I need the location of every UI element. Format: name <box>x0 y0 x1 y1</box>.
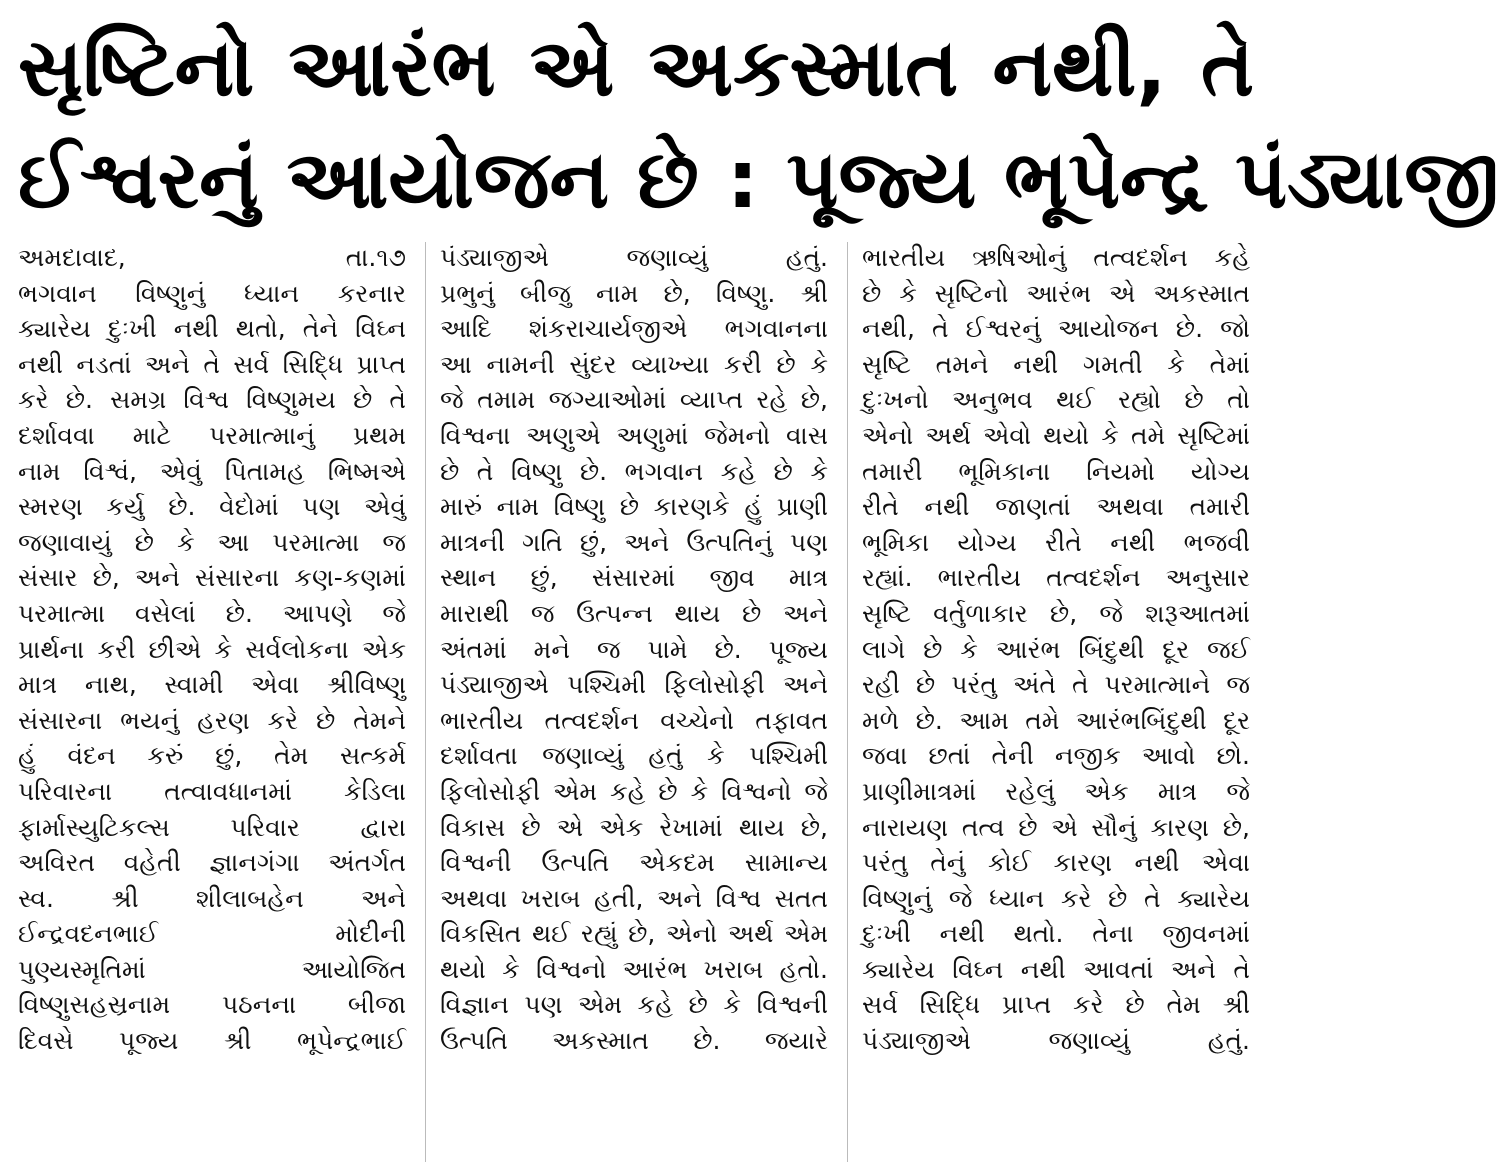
article-text-line: નામ વિશ્વં, એવું પિતામહ ભિષ્મએ <box>18 456 406 486</box>
column-divider <box>847 242 848 1162</box>
article-text-line: હું વંદન કરું છું, તેમ સત્કર્મ <box>18 741 406 771</box>
article-column-1 <box>18 240 406 1059</box>
article-text-line: નથી, તે ઈશ્વરનું આયોજન છે. જો <box>862 314 1250 344</box>
article-text-line: રીતે નથી જાણતાં અથવા તમારી <box>862 492 1250 522</box>
article-text-line: આદિ શંકરાચાર્યજીએ ભગવાનના <box>440 314 828 344</box>
article-text-line: અમદાવાદ, તા.૧૭ <box>18 243 406 272</box>
article-text-line: ઉત્પતિ અકસ્માત છે. જયારે <box>440 1026 828 1056</box>
article-text-line: રહી છે પરંતુ અંતે તે પરમાત્માને જ <box>862 670 1250 700</box>
article-text-line: જે તમામ જગ્યાઓમાં વ્યાપ્ત રહે છે, <box>440 385 828 415</box>
article-text-line: સૃષ્ટિ તમને નથી ગમતી કે તેમાં <box>862 349 1250 379</box>
article-text-line: અવિરત વહેતી જ્ઞાનગંગા અંતર્ગત <box>18 848 406 878</box>
article-text-line: નારાયણ તત્વ છે એ સૌનું કારણ છે, <box>862 812 1250 842</box>
article-text-line: સ્મરણ કર્યુ છે. વેદોમાં પણ એવું <box>18 492 406 522</box>
article-text-line: અથવા ખરાબ હતી, અને વિશ્વ સતત <box>440 883 828 913</box>
column-divider <box>425 242 426 1162</box>
article-text-line: છે તે વિષ્ણુ છે. ભગવાન કહે છે કે <box>440 456 828 486</box>
article-text-line: સ્થાન છું, સંસારમાં જીવ માત્ર <box>440 563 828 593</box>
article-text-line: દિવસે પૂજ્ય શ્રી ભૂપેન્દ્રભાઈ <box>18 1026 406 1056</box>
article-text-line: મળે છે. આમ તમે આરંભબિંદુથી દૂર <box>862 705 1250 735</box>
article-text-line: ઈન્દ્રવદનભાઈ મોદીની <box>18 919 406 949</box>
article-text-line: દુઃખી નથી થતો. તેના જીવનમાં <box>862 919 1250 949</box>
article-text-line: મારું નામ વિષ્ણુ છે કારણકે હું પ્રાણી <box>440 492 828 522</box>
article-text-line: વિકસિત થઈ રહ્યું છે, એનો અર્થ એમ <box>440 919 828 949</box>
article-text-line: દર્શાવવા માટે પરમાત્માનું પ્રથમ <box>18 420 406 450</box>
article-text-line: નથી નડતાં અને તે સર્વ સિદ્ધિ પ્રાપ્ત <box>18 349 406 379</box>
article-text-line: મારાથી જ ઉત્પન્ન થાય છે અને <box>440 598 828 628</box>
article-text-line: સર્વ સિદ્ધિ પ્રાપ્ત કરે છે તેમ શ્રી <box>862 990 1250 1020</box>
article-text-line: જણાવાયું છે કે આ પરમાત્મા જ <box>18 527 406 557</box>
article-text-line: આ નામની સુંદર વ્યાખ્યા કરી છે કે <box>440 349 828 379</box>
article-text-line: પ્રભુનું બીજુ નામ છે, વિષ્ણુ. શ્રી <box>440 278 828 308</box>
article-text-line: કરે છે. સમગ્ર વિશ્વ વિષ્ણુમય છે તે <box>18 385 406 415</box>
article-text-line: રહ્યાં. ભારતીય તત્વદર્શન અનુસાર <box>862 563 1250 593</box>
article-text-line: વિષ્ણુસહસ્રનામ પઠનના બીજા <box>18 990 406 1020</box>
article-text-line: પુણ્યસ્મૃતિમાં આયોજિત <box>18 954 406 984</box>
article-text-line: પંડ્યાજીએ પશ્ચિમી ફિલોસોફી અને <box>440 670 828 700</box>
article-text-line: વિષ્ણુનું જે ધ્યાન કરે છે તે ક્યારેય <box>862 883 1250 913</box>
article-text-line: ભારતીય ઋષિઓનું તત્વદર્શન કહે <box>862 243 1250 272</box>
headline-line-1: સૃષ્ટિનો આરંભ એ અકસ્માત નથી, તે <box>18 21 1254 114</box>
headline <box>18 12 1499 236</box>
article-text-line: પ્રાણીમાત્રમાં રહેલું એક માત્ર જે <box>862 776 1250 806</box>
article-text-line: વિશ્વના અણુએ અણુમાં જેમનો વાસ <box>440 420 828 450</box>
article-text-line: પરંતુ તેનું કોઈ કારણ નથી એવા <box>862 848 1250 878</box>
article-text-line: વિજ્ઞાન પણ એમ કહે છે કે વિશ્વની <box>440 990 828 1020</box>
article-text-line: ફિલોસોફી એમ કહે છે કે વિશ્વનો જે <box>440 776 828 806</box>
article-text-line: થયો કે વિશ્વનો આરંભ ખરાબ હતો. <box>440 954 828 984</box>
article-text-line: માત્રની ગતિ છું, અને ઉત્પતિનું પણ <box>440 527 828 557</box>
article-text-line: દુઃખનો અનુભવ થઈ રહ્યો છે તો <box>862 385 1250 415</box>
article-text-line: સ્વ. શ્રી શીલાબહેન અને <box>18 883 406 913</box>
article-text-line: પ્રાર્થના કરી છીએ કે સર્વલોકના એક <box>18 634 406 664</box>
headline-line-2: ઈશ્વરનું આયોજન છે : પૂજ્ય ભૂપેન્દ્ર પંડ્યાજી <box>18 133 1499 226</box>
article-text-line: પંડ્યાજીએ જણાવ્યું હતું. <box>440 243 828 272</box>
article-text-line: ક્યારેય વિઘ્ન નથી આવતાં અને તે <box>862 954 1250 984</box>
article-text-line: વિશ્વની ઉત્પતિ એકદમ સામાન્ય <box>440 848 828 878</box>
article-text-line: દર્શાવતા જણાવ્યું હતું કે પશ્ચિમી <box>440 741 828 771</box>
article-text-line: ક્યારેય દુઃખી નથી થતો, તેને વિઘ્ન <box>18 314 406 344</box>
article-text-line: સંસાર છે, અને સંસારના કણ-કણમાં <box>18 563 406 593</box>
article-text-line: જવા છતાં તેની નજીક આવો છો. <box>862 741 1250 771</box>
article-text-line: સૃષ્ટિ વર્તુળાકાર છે, જે શરૂઆતમાં <box>862 598 1250 628</box>
article-text-line: લાગે છે કે આરંભ બિંદુથી દૂર જઈ <box>862 634 1250 664</box>
article-text-line: તમારી ભૂમિકાના નિયમો યોગ્ય <box>862 456 1250 486</box>
article-text-line: છે કે સૃષ્ટિનો આરંભ એ અકસ્માત <box>862 278 1250 308</box>
article-text-line: સંસારના ભયનું હરણ કરે છે તેમને <box>18 705 406 735</box>
article-text-line: વિકાસ છે એ એક રેખામાં થાય છે, <box>440 812 828 842</box>
article-text-line: માત્ર નાથ, સ્વામી એવા શ્રીવિષ્ણુ <box>18 670 406 700</box>
article-text-line: પરમાત્મા વસેલાં છે. આપણે જે <box>18 598 406 628</box>
article-text-line: એનો અર્થ એવો થયો કે તમે સૃષ્ટિમાં <box>862 420 1250 450</box>
article-text-line: ભગવાન વિષ્ણુનું ધ્યાન કરનાર <box>18 278 406 308</box>
article-text-line: અંતમાં મને જ પામે છે. પૂજ્ય <box>440 634 828 664</box>
article-text-line: પરિવારના તત્વાવધાનમાં કેડિલા <box>18 776 406 806</box>
article-column-3 <box>862 240 1250 1059</box>
article-text-line: ભારતીય તત્વદર્શન વચ્ચેનો તફાવત <box>440 705 828 735</box>
article-column-2 <box>440 240 828 1059</box>
article-text-line: ભૂમિકા યોગ્ય રીતે નથી ભજવી <box>862 527 1250 557</box>
article-text-line: ફાર્માસ્યુટિકલ્સ પરિવાર દ્વારા <box>18 812 406 842</box>
article-text-line: પંડ્યાજીએ જણાવ્યું હતું. <box>862 1026 1250 1056</box>
